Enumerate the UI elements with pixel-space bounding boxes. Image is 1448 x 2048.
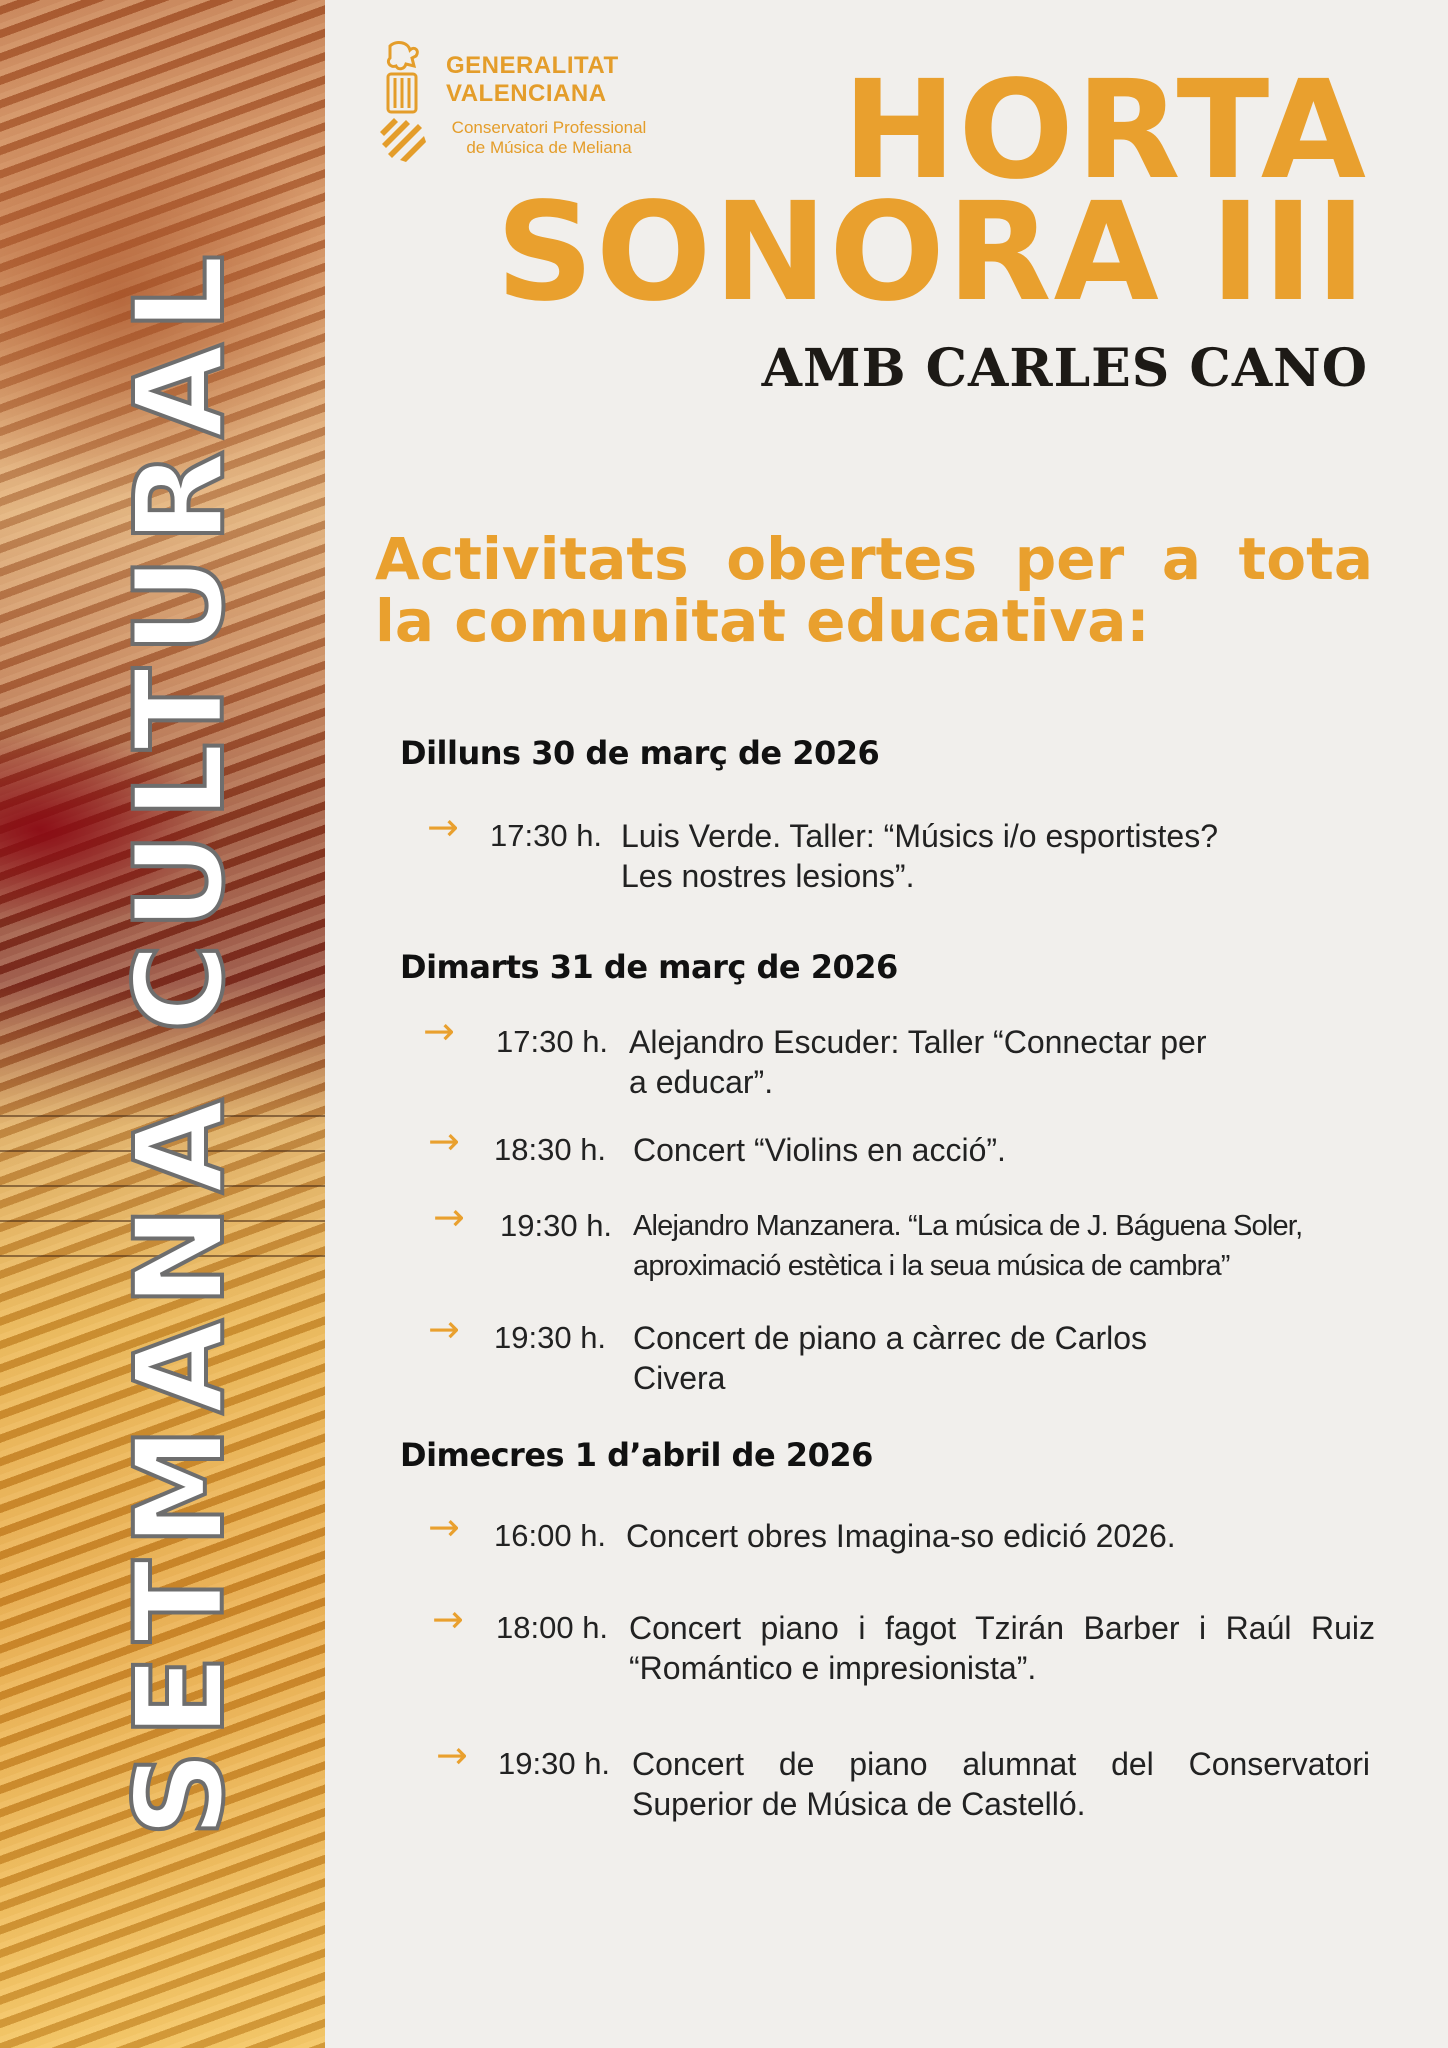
event-desc-line: Concert obres Imagina-so edició 2026. <box>626 1518 1176 1554</box>
event-desc-line: a educar”. <box>629 1064 774 1100</box>
event-description <box>629 1022 1379 1102</box>
event-description <box>633 1130 1383 1170</box>
event-time: 17:30 h. <box>490 818 603 853</box>
event-description <box>633 1318 1383 1398</box>
event-desc-line: Alejandro Escuder: Taller “Connectar per <box>629 1024 1207 1060</box>
day-heading: Dilluns 30 de març de 2026 <box>400 734 880 772</box>
arrow-right-icon: → <box>428 1505 460 1549</box>
event-description <box>632 1744 1370 1824</box>
event-desc-line: aproximació estètica i la seua música de cambra” <box>633 1250 1230 1282</box>
event-description <box>626 1516 1386 1556</box>
event-desc-line: Civera <box>633 1360 726 1396</box>
event-desc-line: Concert de piano a càrrec de Carlos <box>633 1320 1148 1356</box>
school-line-2: de Música de Meliana <box>466 138 632 157</box>
org-line-2: VALENCIANA <box>446 80 607 107</box>
arrow-right-icon: → <box>427 805 459 849</box>
event-desc-line: Superior de Música de Castelló. <box>632 1786 1086 1822</box>
arrow-right-icon: → <box>428 1119 460 1163</box>
event-time: 17:30 h. <box>496 1024 609 1059</box>
event-time: 18:30 h. <box>494 1132 607 1167</box>
event-desc-line: Concert piano i fagot Tzirán Barber i Raúl Ruiz <box>629 1610 1375 1646</box>
setmana-cultural-banner: SETMANA CULTURAL <box>109 242 251 1838</box>
arrow-right-icon: → <box>436 1733 468 1777</box>
title-line-1: HORTA <box>842 52 1368 210</box>
event-desc-line: “Romántico e impresionista”. <box>629 1650 1037 1686</box>
event-time: 19:30 h. <box>500 1208 613 1243</box>
arrow-right-icon: → <box>423 1009 455 1053</box>
arrow-right-icon: → <box>428 1307 460 1351</box>
title-line-2: SONORA III <box>495 174 1368 332</box>
music-score-photo-strip <box>0 0 325 2048</box>
event-time: 16:00 h. <box>494 1518 607 1553</box>
arrow-right-icon: → <box>433 1195 465 1239</box>
event-time: 19:30 h. <box>498 1746 611 1781</box>
event-desc-line: Concert de piano alumnat del Conservatori <box>632 1746 1370 1782</box>
generalitat-valenciana-emblem-icon <box>376 40 428 164</box>
event-description <box>629 1608 1375 1688</box>
event-desc-line: Alejandro Manzanera. “La música de J. Báguena Soler, <box>633 1210 1303 1242</box>
event-description <box>621 816 1381 896</box>
event-time: 19:30 h. <box>494 1320 607 1355</box>
event-subtitle: AMB CARLES CANO <box>761 338 1368 399</box>
day-heading: Dimecres 1 d’abril de 2026 <box>400 1436 873 1474</box>
event-desc-line: Luis Verde. Taller: “Músics i/o esportistes? <box>621 818 1218 854</box>
arrow-right-icon: → <box>432 1597 464 1641</box>
event-desc-line: Les nostres lesions”. <box>621 858 915 894</box>
school-line-1: Conservatori Professional <box>451 118 647 137</box>
event-description <box>633 1206 1423 1286</box>
activities-heading: Activitats obertes per a tota la comunitat educativa: <box>375 525 1373 655</box>
day-heading: Dimarts 31 de març de 2026 <box>400 948 898 986</box>
event-time: 18:00 h. <box>496 1610 609 1645</box>
org-line-1: GENERALITAT <box>446 52 619 79</box>
event-desc-line: Concert “Violins en acció”. <box>633 1132 1006 1168</box>
